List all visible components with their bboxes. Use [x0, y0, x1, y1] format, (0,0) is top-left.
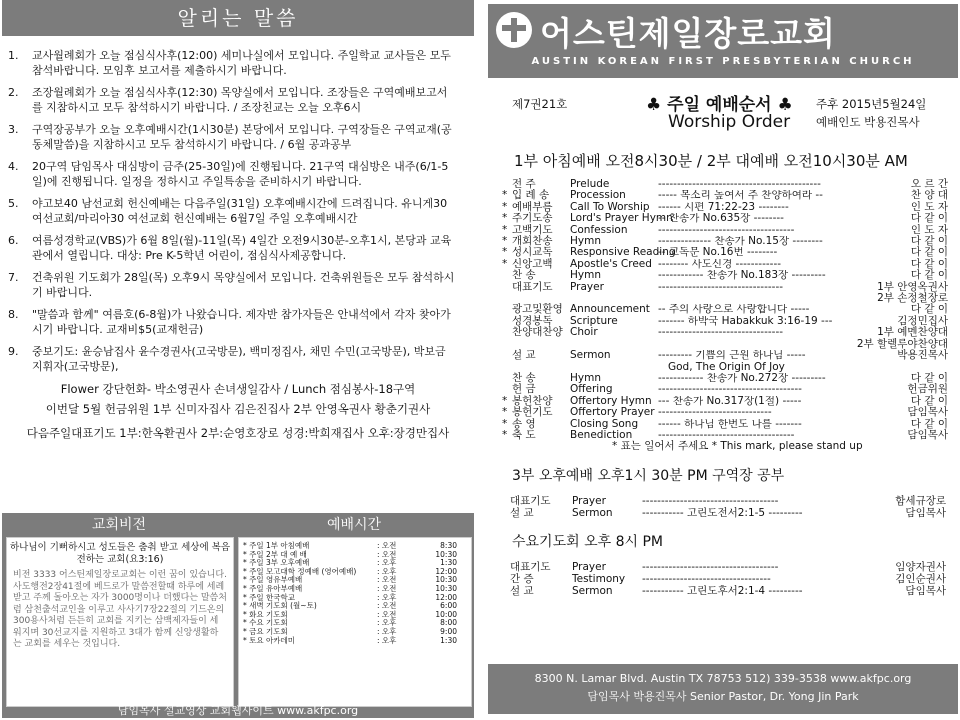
order-item-leader: 다 같 이: [910, 246, 948, 259]
notice-number: 4.: [8, 160, 19, 173]
order-item-detail: ------ 시편 71:22-23 --------: [658, 201, 789, 213]
service-times: 1부 아침예배 오전8시30분 / 2부 대예배 오전10시30분 AM: [514, 152, 908, 170]
order-item-detail: ------ 하나님 한번도 나를 -------: [658, 418, 802, 430]
church-name: 어스틴제일장로교회: [540, 14, 836, 53]
stand-mark: *: [502, 235, 508, 248]
order-item-english: Prelude: [570, 178, 610, 190]
church-address: 8300 N. Lamar Blvd. Austin TX 78753 512) 339-3538 www.akfpc.org: [534, 672, 912, 685]
order-item-korean: 개회찬송: [512, 235, 553, 248]
stand-mark: [502, 327, 512, 338]
notice-number: 9.: [8, 345, 19, 358]
notice-text: 야고보40 남선교회 헌신예배는 다음주일(31일) 오후예배시간에 드려집니다. 유니게30 여선교회/마리아30 여선교회 헌신예배는 6월7일 주일 오후예배시간: [32, 197, 448, 225]
order-row: [502, 247, 948, 258]
notice-number: 6.: [8, 234, 19, 247]
vision-schedule-section: [2, 513, 474, 718]
notice-item: [8, 85, 458, 115]
order-item-detail: -------------- 찬송가 No.15장 --------: [658, 236, 823, 248]
schedule-time: 8:30: [440, 541, 457, 550]
schedule-time: 10:30: [435, 583, 457, 593]
schedule-service: * 주일 1부 아침예배: [243, 541, 310, 550]
order-item-english: Offertory Prayer: [570, 406, 655, 419]
program-item-detail: ----------------------------------: [642, 572, 771, 585]
order-item-korean: 축 도: [512, 428, 536, 441]
schedule-period: : 오후: [377, 635, 397, 645]
order-item-detail: ------- 하박국 Habakkuk 3:16-19 ---: [658, 315, 833, 327]
vision-motto: 하나님이 기뻐하시고 성도들은 춤춰 받고 세상에 복음전하는 교회(요3:16): [9, 542, 230, 565]
program-item-detail: ------------------------------------: [642, 494, 779, 507]
schedule-period: : 오후: [377, 626, 397, 636]
notice-text: 여름성경학교(VBS)가 6월 8일(월)-11일(목) 4일간 오전9시30분-오후1시, 본당과 교육관에서 열립니다. 대상: Pre K-5학년 어린이, 점심식사제공합니다.: [32, 234, 452, 262]
schedule-period: : 오전: [377, 549, 397, 559]
stand-mark: *: [502, 246, 508, 259]
vision-header: 교회비전: [91, 517, 147, 533]
schedule-header: 예배시간: [326, 517, 382, 533]
order-item-english: Lord's Prayer Hymn: [570, 212, 673, 225]
order-item-detail: ---------------------------------: [658, 327, 784, 339]
schedule-service: * 화요 기도회: [243, 609, 288, 619]
schedule-service: * 금요 기도회: [243, 626, 288, 636]
schedule-time: 9:00: [440, 626, 457, 636]
schedule-box: [238, 537, 472, 707]
notice-text: 조장월례회가 오늘 점심식사후(12:30) 목양실에서 모입니다. 조장들은 구역예배보고서를 지참하시고 모두 참석하시기 바랍니다. / 조장친교는 오늘 오후6시: [32, 86, 448, 114]
order-item-leader: 다 같 이: [910, 212, 948, 225]
schedule-period: : 오전: [377, 583, 397, 593]
worship-title: ♣ 주일 예배순서 ♣: [646, 95, 793, 115]
schedule-time: 10:30: [435, 575, 457, 585]
order-row: [502, 350, 948, 361]
schedule-service: * 주일 모고대학 정예배 (영어예배): [243, 566, 357, 576]
stand-mark: *: [502, 189, 508, 202]
order-item-leader: 찬 양 대: [910, 189, 948, 202]
order-item-detail: ----- 목소리 높여서 주 찬양하여라 --: [658, 190, 823, 202]
order-item-leader: 오 르 간: [910, 178, 948, 190]
schedule-period: : 오전: [377, 541, 397, 550]
stand-mark: [502, 350, 512, 361]
stand-mark: *: [502, 417, 508, 430]
program-item-detail: ----------- 고린도후서2:1-4 ---------: [642, 584, 803, 597]
stand-mark: [502, 282, 512, 293]
program-item-english: Prayer: [572, 560, 606, 573]
order-item-korean: 봉헌찬양: [512, 394, 553, 407]
schedule-service: * 수요 기도회: [243, 618, 288, 628]
order-item-korean: 성시교독: [512, 246, 553, 259]
order-item-leader: 다 같 이: [910, 257, 948, 270]
stand-mark: *: [502, 394, 508, 407]
order-item-english: Call To Worship: [570, 200, 650, 213]
order-item-korean: 입 례 송: [512, 189, 550, 202]
order-item-detail: -- 교독문 No.16번 --------: [658, 247, 778, 259]
order-item-korean: 찬양대찬양: [512, 326, 563, 339]
order-item-english: Sermon: [570, 349, 611, 362]
announcements-panel: [0, 0, 476, 720]
order-item-leader: 박용진목사: [897, 349, 948, 362]
notice-text: 교사월례회가 오늘 점심식사후(12:00) 세미나실에서 모입니다. 주일학교 교사들은 모두 참석바랍니다. 모임후 보고서를 제출하시기 바랍니다.: [32, 49, 451, 77]
order-item-korean: 신앙고백: [512, 257, 553, 270]
order-item-detail: -------- 사도신경 ------------: [658, 258, 782, 270]
order-item-detail: -- 찬송가 No.635장 --------: [658, 213, 784, 225]
order-item-detail: --------- 기쁨의 근원 하나님 -----: [658, 350, 806, 362]
order-row: [502, 396, 948, 407]
schedule-time: 6:00: [440, 601, 457, 611]
schedule-period: : 오전: [377, 609, 397, 619]
order-item-english: Responsive Reading: [570, 246, 676, 259]
notice-item: [8, 233, 458, 263]
notice-item: [8, 159, 458, 189]
stand-mark: *: [502, 406, 508, 419]
order-item-english: Hymn: [570, 235, 601, 248]
announcements-header: 알리는 말씀: [2, 0, 474, 36]
program-item-detail: ----------- 고린도전서2:1-5 ---------: [642, 506, 803, 519]
order-row: [502, 270, 948, 281]
vision-box: [6, 537, 234, 707]
worship-order-panel: [486, 0, 960, 720]
order-item-english: Prayer: [570, 280, 604, 293]
schedule-service: * 토요 아카데미: [243, 635, 295, 645]
stand-mark: [502, 316, 512, 327]
order-item-korean: 광고및환영: [512, 303, 563, 316]
order-item-korean: 고백기도: [512, 223, 553, 236]
schedule-time: 1:30: [440, 558, 457, 568]
left-footer: 담임목사 설교영상 교회웹사이트 www.akfpc.org: [117, 704, 359, 717]
notice-item: [8, 270, 458, 300]
order-item-leader: 담임목사: [907, 406, 948, 419]
schedule-time: 8:00: [440, 618, 457, 628]
order-item-korean: 성경봉독: [512, 314, 553, 327]
order-item-detail: -- 주의 사랑으로 사랑합니다 -----: [658, 304, 810, 316]
order-item-korean: 예배부름: [512, 200, 553, 213]
worship-title-english: Worship Order: [668, 112, 791, 132]
notice-text: 20구역 담임목사 대심방이 금주(25-30일)에 진행됩니다. 21구역 대심방은 내주(6/1-5일)에 진행됩니다. 일정을 정하시고 주일특송을 준비하시기 바랍니다.: [32, 160, 449, 188]
schedule-service: * 주일 3부 오후예배: [243, 558, 310, 568]
program-item-korean: 대표기도: [510, 494, 551, 507]
order-item-korean: 찬 송: [512, 269, 536, 282]
order-row: [502, 190, 948, 201]
order-row: [502, 407, 948, 418]
order-item-leader: 다 같 이: [910, 269, 948, 282]
notice-text: 구역장공부가 오늘 오후예배시간(1시30분) 본당에서 모입니다. 구역장들은 구역교재(공동체말씀)을 지참하시고 모두 참석하시기 바랍니다. / 6월 공과공부: [32, 123, 452, 151]
schedule-period: : 오후: [377, 592, 397, 602]
schedule-period: : 오후: [377, 558, 397, 568]
order-item-english: Closing Song: [570, 417, 639, 430]
sermon-title-english: God, The Origin Of Joy: [668, 360, 785, 373]
schedule-period: : 오후: [377, 566, 397, 576]
choir-second-service: 2부 할렐루야찬양대: [856, 337, 948, 350]
schedule-time: 12:00: [435, 566, 457, 576]
worship-order-list: [486, 179, 960, 453]
senior-pastor: 담임목사 박용진목사 Senior Pastor, Dr. Yong Jin Park: [587, 690, 859, 703]
notice-item: [8, 307, 458, 337]
schedule-row: [239, 637, 471, 646]
order-item-korean: 설 교: [512, 349, 536, 362]
program-item-korean: 대표기도: [510, 560, 551, 573]
vision-text: 비전 3333 어스틴제일장로교회는 이런 꿈이 있습니다. 사도행전2장41절에 베드로가 말씀전할때 하루에 세례받고 주께 돌아오는 자가 3000명이나 더했다는 말씀처럼 삼천출석교인을 이루고 사사기7장22절의 기드온의 300용사처럼 든든히 교회를 지키는 삼백제자들이 세워지며 30선교지를 지원하고 3대가 함께 신앙생활하는 교회를 세우는 것입니다.: [13, 570, 227, 649]
order-item-leader: 헌금위원: [907, 383, 948, 396]
church-banner: [488, 4, 958, 78]
stand-mark: [502, 304, 512, 315]
order-row: [502, 373, 948, 384]
worship-heading: [486, 90, 960, 136]
schedule-service: * 새벽 기도회 (월~토): [243, 601, 317, 611]
notice-list: [0, 36, 476, 374]
order-row: [502, 259, 948, 270]
notice-item: [8, 122, 458, 152]
afternoon-list: [486, 495, 960, 519]
cross-icon: [496, 12, 532, 48]
stand-note: * 표는 일어서 주세요 * This mark, please stand up: [612, 440, 863, 453]
order-row: [502, 236, 948, 247]
order-row: [502, 384, 948, 395]
order-item-korean: 봉헌기도: [512, 406, 553, 419]
schedule-period: : 오전: [377, 575, 397, 585]
order-item-english: Hymn: [570, 371, 601, 384]
notice-item: [8, 48, 458, 78]
program-item-english: Testimony: [572, 572, 626, 585]
order-item-english: Announcement: [570, 303, 650, 316]
program-item-detail: ------------------------------------: [642, 560, 779, 573]
order-item-english: Offering: [570, 383, 613, 396]
schedule-service: * 주일 2부 대 예 배: [243, 549, 307, 559]
order-item-korean: 찬 송: [512, 371, 536, 384]
order-row: [502, 419, 948, 430]
worship-date: 주후 2015년5월24일: [816, 97, 927, 111]
order-item-leader: 김정민집사: [897, 314, 948, 327]
stand-mark: *: [502, 257, 508, 270]
schedule-time: 10:00: [435, 609, 457, 619]
order-row: [502, 179, 948, 190]
schedule-service: * 주일 영유부예배: [243, 575, 303, 585]
notice-number: 7.: [8, 271, 19, 284]
order-item-english: Confession: [570, 223, 628, 236]
stand-mark: *: [502, 428, 508, 441]
program-row: [486, 585, 960, 597]
program-row: [486, 507, 960, 519]
order-item-leader: 다 같 이: [910, 303, 948, 316]
church-name-english: AUSTIN KOREAN FIRST PRESBYTERIAN CHURCH: [531, 56, 915, 67]
wednesday-list: [486, 561, 960, 597]
order-item-leader: 인 도 자: [910, 223, 948, 236]
flower-lunch-line: Flower 강단헌화- 박소영권사 손녀생일감사 / Lunch 점심봉사-18구역: [60, 382, 416, 396]
schedule-service: * 주일 한국학교: [243, 592, 295, 602]
prayer-second-service: 2부 손정철장로: [877, 292, 948, 305]
order-item-korean: 송 영: [512, 417, 536, 430]
order-item-leader: 1부 예멘찬양대: [877, 326, 948, 339]
order-row: [502, 213, 948, 224]
order-item-english: Procession: [570, 189, 626, 202]
stand-mark: *: [502, 223, 508, 236]
order-item-korean: 주기도송: [512, 212, 553, 225]
order-item-detail: -------------------------------------------: [658, 179, 821, 190]
order-item-english: Apostle's Creed: [570, 257, 652, 270]
order-item-korean: 헌 금: [512, 383, 536, 396]
stand-mark: *: [502, 200, 508, 213]
program-row: [486, 573, 960, 585]
notice-text: "말씀과 함께" 여름호(6-8월)가 나왔습니다. 제자반 참가자들은 안내석에서 각자 찾아가시기 바랍니다. 교재비$5(교재헌금): [32, 308, 451, 336]
wednesday-title: 수요기도회 오후 8시 PM: [512, 533, 663, 550]
right-footer: [488, 664, 958, 714]
order-row: [502, 304, 948, 315]
worship-leader: 예배인도 박용진목사: [816, 115, 920, 129]
program-item-english: Sermon: [572, 506, 613, 519]
next-week-prayer-line: 다음주일대표기도 1부:한옥환권사 2부:순영호장로 성경:박희재집사 오후:장경만집사: [26, 426, 450, 440]
order-item-detail: ------------------------------------: [658, 429, 795, 441]
notice-number: 2.: [8, 86, 19, 99]
order-item-detail: ------------------------------: [658, 407, 772, 419]
stand-mark: [502, 373, 512, 384]
order-item-leader: 인 도 자: [910, 200, 948, 213]
offering-committee-line: 이번달 5월 헌금위원 1부 신미자집사 김은진집사 2부 안영옥권사 황춘기권사: [45, 402, 431, 416]
order-item-detail: ------------ 찬송가 No.183장 ---------: [658, 270, 826, 282]
order-item-leader: 담임목사: [907, 428, 948, 441]
program-item-leader: 담임목사: [905, 584, 946, 597]
order-item-korean: 대표기도: [512, 280, 553, 293]
notice-number: 3.: [8, 123, 19, 136]
schedule-time: 10:30: [435, 549, 457, 559]
schedule-time: 1:30: [440, 635, 457, 645]
order-item-english: Hymn: [570, 269, 601, 282]
notice-text: 중보기도: 윤승남집사 윤수경권사(고국방문), 백미정집사, 채민 수민(고국방문), 박보금 지휘자(고국방문),: [32, 345, 446, 373]
order-item-english: Benediction: [570, 428, 633, 441]
order-item-leader: 다 같 이: [910, 235, 948, 248]
volume-number: 제7권21호: [512, 97, 568, 111]
order-item-detail: --- 찬송가 No.317장(1절) -----: [658, 395, 802, 407]
order-item-korean: 전 주: [512, 178, 536, 190]
notice-number: 8.: [8, 308, 19, 321]
program-item-leader: 담임목사: [905, 506, 946, 519]
order-item-leader: 다 같 이: [910, 371, 948, 384]
schedule-period: : 오전: [377, 601, 397, 611]
order-item-detail: --------------------------------------: [658, 384, 802, 396]
notice-item: [8, 196, 458, 226]
order-item-detail: ------------------------------------: [658, 224, 795, 236]
stand-mark: *: [502, 212, 508, 225]
schedule-time: 12:00: [435, 592, 457, 602]
program-item-korean: 설 교: [510, 506, 534, 519]
schedule-period: : 오후: [377, 618, 397, 628]
program-item-leader: 임양자권사: [895, 560, 946, 573]
program-item-leader: 김인순권사: [895, 572, 946, 585]
order-item-leader: 1부 안영옥권사: [877, 280, 948, 293]
stand-mark: [502, 384, 512, 395]
afternoon-title: 3부 오후예배 오후1시 30분 PM 구역장 공부: [512, 467, 785, 484]
order-item-english: Offertory Hymn: [570, 394, 652, 407]
order-item-detail: ---------------------------------: [658, 281, 784, 293]
program-row: [486, 495, 960, 507]
order-item-leader: 다 같 이: [910, 394, 948, 407]
order-item-detail: ------------ 찬송가 No.272장 ---------: [658, 372, 826, 384]
order-row: [502, 202, 948, 213]
program-item-english: Prayer: [572, 494, 606, 507]
notice-number: 1.: [8, 49, 19, 62]
program-item-korean: 설 교: [510, 584, 534, 597]
order-row: [502, 327, 948, 338]
schedule-service: * 주일 유아부예배: [243, 583, 303, 593]
notice-item: [8, 344, 458, 374]
program-item-leader: 함세규장로: [895, 494, 946, 507]
program-item-korean: 간 증: [510, 572, 534, 585]
program-item-english: Sermon: [572, 584, 613, 597]
notice-number: 5.: [8, 197, 19, 210]
notice-text: 건축위원 기도회가 28일(목) 오후9시 목양실에서 모입니다. 건축위원들은 모두 참석하시기 바랍니다.: [32, 271, 455, 299]
order-item-english: Choir: [570, 326, 598, 339]
order-item-english: Scripture: [570, 314, 618, 327]
program-row: [486, 561, 960, 573]
stand-mark: [502, 270, 512, 281]
order-row: [502, 225, 948, 236]
order-item-leader: 다 같 이: [910, 417, 948, 430]
